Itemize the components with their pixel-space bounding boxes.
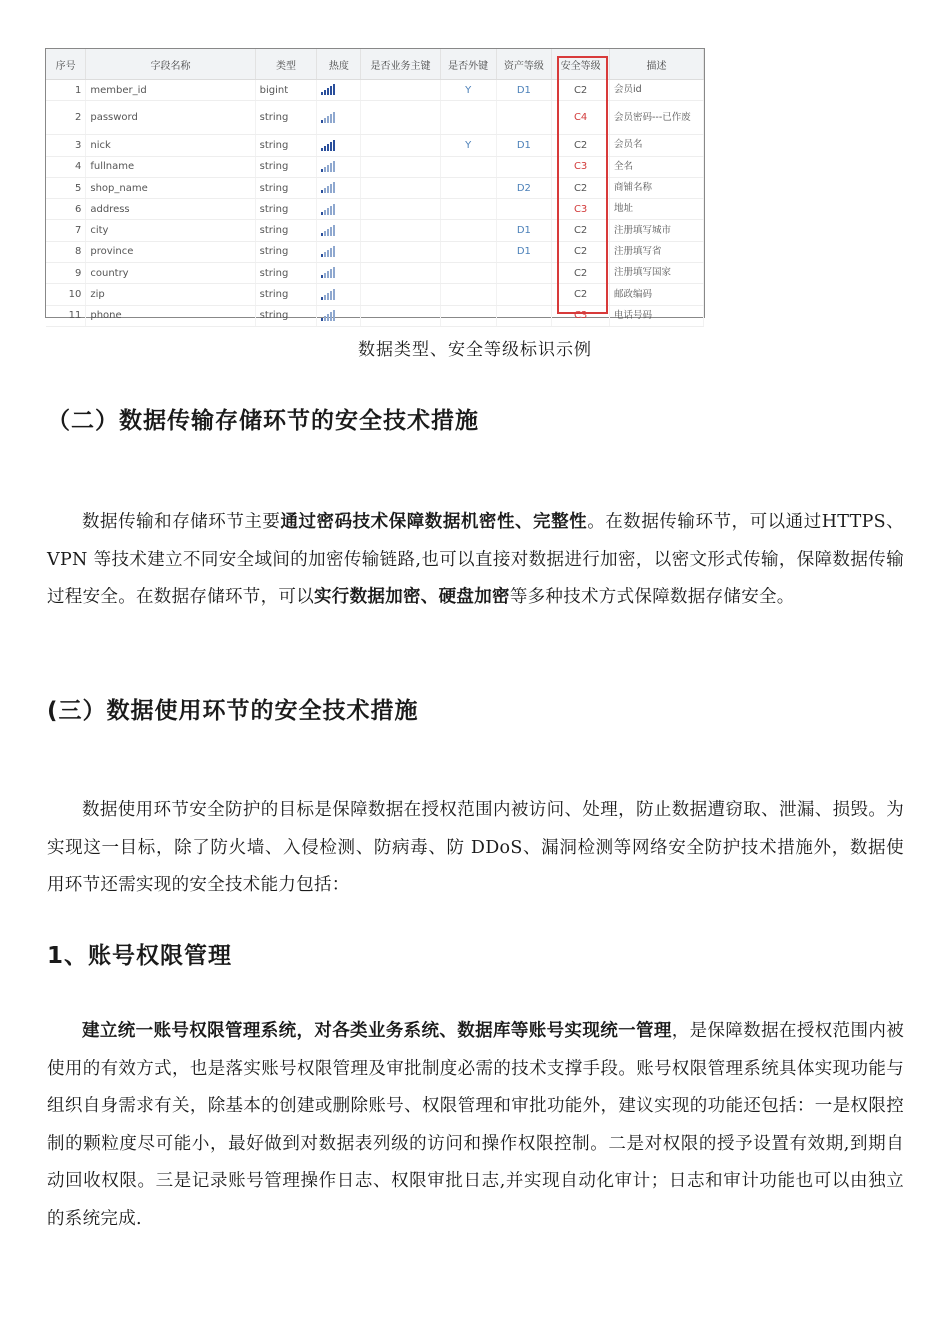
table-header-row bbox=[46, 49, 704, 80]
body-text: 。在数据传输环节，可以通过HTTPS、VPN 等技术建立不同安全域间的加密传输链路,也可以直接对数据进行加密，以密文形式传输，保障数据传输过程安全。在数据存储环节，可以 bbox=[47, 512, 904, 608]
heat-bars-icon bbox=[321, 84, 336, 95]
heat-bars-icon bbox=[321, 204, 336, 215]
row-number: 2 bbox=[46, 101, 86, 135]
asset-level bbox=[496, 156, 552, 177]
row-number: 11 bbox=[46, 305, 86, 326]
field-description: 商铺名称 bbox=[610, 177, 704, 198]
field-description: 会员id bbox=[610, 80, 704, 101]
heat-bars-icon bbox=[321, 140, 336, 151]
emphasis-text: 通过密码技术保障数据机密性、完整性 bbox=[280, 512, 588, 532]
foreign-key: Y bbox=[440, 80, 496, 101]
column-header: 热度 bbox=[317, 49, 361, 80]
paragraph-transport-storage bbox=[47, 504, 904, 617]
business-key bbox=[361, 220, 441, 241]
field-name: nick bbox=[86, 135, 255, 156]
field-description: 注册填写国家 bbox=[610, 263, 704, 284]
security-level: C2 bbox=[552, 220, 610, 241]
field-table-figure bbox=[45, 48, 705, 322]
asset-level bbox=[496, 284, 552, 305]
business-key bbox=[361, 80, 441, 101]
table-row bbox=[46, 199, 704, 220]
field-name: fullname bbox=[86, 156, 255, 177]
security-level: C2 bbox=[552, 284, 610, 305]
table-row bbox=[46, 241, 704, 262]
heat-cell bbox=[317, 135, 361, 156]
field-type: string bbox=[255, 220, 317, 241]
foreign-key bbox=[440, 101, 496, 135]
asset-level: D1 bbox=[496, 135, 552, 156]
paragraph-data-use: 数据使用环节安全防护的目标是保障数据在授权范围内被访问、处理，防止数据遭窃取、泄漏、损毁。为实现这一目标，除了防火墙、入侵检测、防病毒、防 DDoS、漏洞检测等网络安全防护技术措施外，数据使用环节还需实现的安全技术能力包括： bbox=[47, 800, 904, 896]
table-body bbox=[46, 80, 704, 327]
field-name: province bbox=[86, 241, 255, 262]
foreign-key: Y bbox=[440, 135, 496, 156]
table-row bbox=[46, 80, 704, 101]
emphasis-text: 建立统一账号权限管理系统，对各类业务系统、数据库等账号实现统一管理 bbox=[82, 1021, 672, 1041]
field-name: shop_name bbox=[86, 177, 255, 198]
field-name: address bbox=[86, 199, 255, 220]
row-number: 4 bbox=[46, 156, 86, 177]
column-header: 描述 bbox=[610, 49, 704, 80]
business-key bbox=[361, 101, 441, 135]
heat-cell bbox=[317, 156, 361, 177]
field-name: member_id bbox=[86, 80, 255, 101]
paragraph-account-permission bbox=[47, 1013, 904, 1239]
foreign-key bbox=[440, 156, 496, 177]
field-table bbox=[46, 49, 704, 327]
field-description: 地址 bbox=[610, 199, 704, 220]
security-level: C4 bbox=[552, 101, 610, 135]
security-level: C2 bbox=[552, 177, 610, 198]
heat-bars-icon bbox=[321, 182, 336, 193]
business-key bbox=[361, 177, 441, 198]
asset-level bbox=[496, 263, 552, 284]
foreign-key bbox=[440, 284, 496, 305]
heat-cell bbox=[317, 241, 361, 262]
column-header: 安全等级 bbox=[552, 49, 610, 80]
foreign-key bbox=[440, 241, 496, 262]
asset-level: D1 bbox=[496, 241, 552, 262]
row-number: 3 bbox=[46, 135, 86, 156]
asset-level: D2 bbox=[496, 177, 552, 198]
row-number: 8 bbox=[46, 241, 86, 262]
heat-cell bbox=[317, 80, 361, 101]
heat-bars-icon bbox=[321, 112, 336, 123]
column-header: 字段名称 bbox=[86, 49, 255, 80]
asset-level bbox=[496, 101, 552, 135]
column-header: 资产等级 bbox=[496, 49, 552, 80]
row-number: 10 bbox=[46, 284, 86, 305]
asset-level bbox=[496, 199, 552, 220]
business-key bbox=[361, 263, 441, 284]
column-header: 序号 bbox=[46, 49, 86, 80]
field-type: string bbox=[255, 135, 317, 156]
heat-bars-icon bbox=[321, 161, 336, 172]
business-key bbox=[361, 199, 441, 220]
business-key bbox=[361, 156, 441, 177]
field-type: string bbox=[255, 101, 317, 135]
security-level: C3 bbox=[552, 156, 610, 177]
table-row bbox=[46, 284, 704, 305]
row-number: 9 bbox=[46, 263, 86, 284]
field-name: password bbox=[86, 101, 255, 135]
asset-level bbox=[496, 305, 552, 326]
field-description: 注册填写省 bbox=[610, 241, 704, 262]
heat-bars-icon bbox=[321, 289, 336, 300]
security-level: C2 bbox=[552, 263, 610, 284]
asset-level: D1 bbox=[496, 220, 552, 241]
column-header: 是否外键 bbox=[440, 49, 496, 80]
heat-bars-icon bbox=[321, 246, 336, 257]
body-text: 数据传输和存储环节主要 bbox=[82, 512, 281, 532]
field-description: 全名 bbox=[610, 156, 704, 177]
heat-cell bbox=[317, 199, 361, 220]
business-key bbox=[361, 135, 441, 156]
asset-level: D1 bbox=[496, 80, 552, 101]
section-heading-data-use: (三）数据使用环节的安全技术措施 bbox=[47, 698, 419, 724]
field-description: 电话号码 bbox=[610, 305, 704, 326]
heat-cell bbox=[317, 220, 361, 241]
field-type: string bbox=[255, 241, 317, 262]
security-level: C2 bbox=[552, 135, 610, 156]
field-type: bigint bbox=[255, 80, 317, 101]
field-name: phone bbox=[86, 305, 255, 326]
heat-cell bbox=[317, 284, 361, 305]
field-name: zip bbox=[86, 284, 255, 305]
field-name: city bbox=[86, 220, 255, 241]
field-name: country bbox=[86, 263, 255, 284]
foreign-key bbox=[440, 263, 496, 284]
heat-bars-icon bbox=[321, 267, 336, 278]
heat-cell bbox=[317, 177, 361, 198]
column-header: 是否业务主键 bbox=[361, 49, 441, 80]
heat-cell bbox=[317, 305, 361, 326]
field-description: 会员密码---已作废 bbox=[610, 101, 704, 135]
section-heading-transport-storage: （二）数据传输存储环节的安全技术措施 bbox=[47, 408, 479, 434]
field-type: string bbox=[255, 199, 317, 220]
field-type: string bbox=[255, 156, 317, 177]
foreign-key bbox=[440, 177, 496, 198]
security-level: C2 bbox=[552, 241, 610, 262]
field-type: string bbox=[255, 284, 317, 305]
field-description: 会员名 bbox=[610, 135, 704, 156]
section-heading-account-permission: 1、账号权限管理 bbox=[47, 943, 233, 969]
table-row bbox=[46, 305, 704, 326]
figure-caption: 数据类型、安全等级标识示例 bbox=[358, 340, 592, 360]
business-key bbox=[361, 305, 441, 326]
security-level: C2 bbox=[552, 80, 610, 101]
field-type: string bbox=[255, 263, 317, 284]
field-type: string bbox=[255, 177, 317, 198]
table-row bbox=[46, 101, 704, 135]
row-number: 7 bbox=[46, 220, 86, 241]
body-text: ，是保障数据在授权范围内被使用的有效方式，也是落实账号权限管理及审批制度必需的技术支撑手段。账号权限管理系统具体实现功能与组织自身需求有关，除基本的创建或删除账号、权限管理和审批功能外，建议实现的功能还包括：一是权限控制的颗粒度尽可能小，最好做到对数据表列级的访问和操作权限控制。二是对权限的授予设置有效期,到期自动回收权限。三是记录账号管理操作日志、权限审批日志,并实现自动化审计；日志和审计功能也可以由独立的系统完成. bbox=[47, 1021, 904, 1229]
field-description: 邮政编码 bbox=[610, 284, 704, 305]
foreign-key bbox=[440, 199, 496, 220]
security-level: C3 bbox=[552, 305, 610, 326]
heat-cell bbox=[317, 101, 361, 135]
heat-cell bbox=[317, 263, 361, 284]
field-type: string bbox=[255, 305, 317, 326]
table-row bbox=[46, 156, 704, 177]
row-number: 1 bbox=[46, 80, 86, 101]
field-description: 注册填写城市 bbox=[610, 220, 704, 241]
column-header: 类型 bbox=[255, 49, 317, 80]
security-level: C3 bbox=[552, 199, 610, 220]
body-text: 等多种技术方式保障数据存储安全。 bbox=[509, 587, 795, 608]
table-row bbox=[46, 177, 704, 198]
heat-bars-icon bbox=[321, 225, 336, 236]
table-row bbox=[46, 220, 704, 241]
foreign-key bbox=[440, 305, 496, 326]
emphasis-text: 实行数据加密、硬盘加密 bbox=[314, 587, 510, 608]
foreign-key bbox=[440, 220, 496, 241]
table-row bbox=[46, 135, 704, 156]
table-row bbox=[46, 263, 704, 284]
heat-bars-icon bbox=[321, 310, 336, 321]
business-key bbox=[361, 241, 441, 262]
business-key bbox=[361, 284, 441, 305]
row-number: 5 bbox=[46, 177, 86, 198]
row-number: 6 bbox=[46, 199, 86, 220]
